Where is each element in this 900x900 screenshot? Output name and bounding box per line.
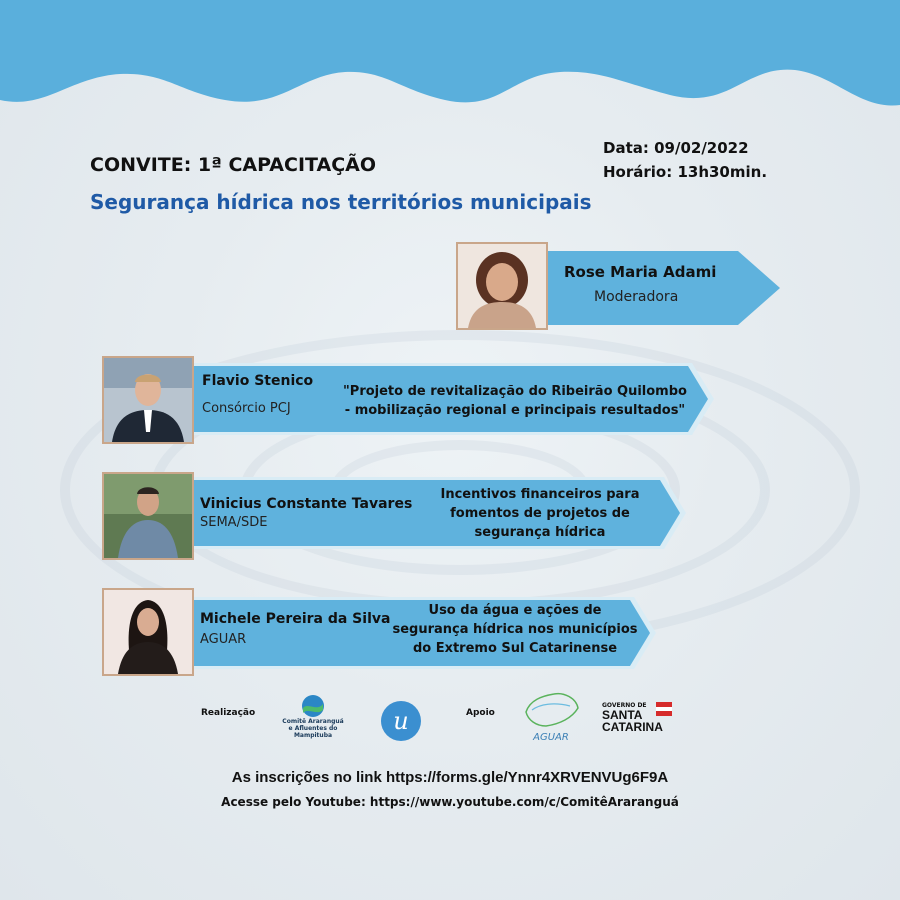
wave-banner — [0, 0, 900, 115]
moderator-photo — [456, 242, 548, 330]
registration-link[interactable]: As inscrições no link https://forms.gle/Ynnr4XRVENVUg6F9A — [231, 769, 669, 786]
moderator-arrow-shape — [544, 250, 784, 326]
speaker-name: Vinicius Constante Tavares — [200, 496, 413, 512]
aguar-logo — [520, 690, 582, 744]
event-datetime — [603, 136, 767, 184]
speaker-card — [190, 476, 688, 550]
talk-line: - mobilização regional e principais resultados" — [344, 403, 686, 418]
gov-line: SANTA — [602, 708, 643, 722]
flag-icon — [656, 702, 672, 716]
talk-line: segurança hídrica — [474, 525, 606, 540]
person-portrait-icon — [104, 590, 192, 674]
speaker-photo — [102, 588, 194, 676]
speaker-name: Flavio Stenico — [202, 373, 314, 389]
speaker-photo — [102, 472, 194, 560]
person-portrait-icon — [104, 474, 192, 558]
event-date: Data: 09/02/2022 — [603, 139, 749, 157]
speaker-name: Michele Pereira da Silva — [200, 611, 391, 627]
person-portrait-icon — [458, 244, 546, 328]
aguar-wordmark: AGUAR — [533, 732, 569, 743]
talk-line: segurança hídrica nos municípios — [392, 622, 638, 637]
page-title: CONVITE: 1ª CAPACITAÇÃO — [90, 154, 377, 176]
governo-sc-logo — [602, 702, 682, 738]
page-subtitle: Segurança hídrica nos territórios municipais — [90, 190, 592, 214]
talk-line: "Projeto de revitalização do Ribeirão Quilombo — [343, 384, 687, 399]
speaker-talk-title — [425, 485, 655, 542]
moderator-role: Moderadora — [594, 289, 679, 305]
speaker-talk-title — [340, 382, 690, 420]
speaker-card — [190, 596, 658, 670]
talk-line: do Extremo Sul Catarinense — [412, 641, 618, 656]
talk-line: Incentivos financeiros para — [440, 487, 640, 502]
comite-name-line: Comitê Araranguá — [282, 718, 344, 725]
person-portrait-icon — [104, 358, 192, 442]
realizacao-label: Realização — [201, 708, 256, 718]
moderator-name: Rose Maria Adami — [564, 263, 717, 281]
speaker-org: AGUAR — [200, 632, 247, 647]
apoio-label: Apoio — [466, 708, 495, 718]
speaker-org: Consórcio PCJ — [202, 401, 291, 416]
talk-line: Uso da água e ações de — [428, 603, 602, 618]
talk-line: fomentos de projetos de — [450, 506, 630, 521]
university-logo — [380, 700, 422, 742]
gov-line: GOVERNO DE — [602, 702, 647, 709]
comite-logo — [276, 694, 350, 744]
water-drop-logo-icon — [300, 694, 326, 718]
event-time: Horário: 13h30min. — [603, 163, 768, 181]
speaker-card — [190, 362, 716, 436]
gov-line: CATARINA — [602, 720, 663, 734]
map-outline-logo-icon — [520, 690, 582, 730]
u-circle-logo-icon — [380, 700, 422, 742]
svg-text:u: u — [393, 707, 409, 735]
moderator-card — [544, 250, 784, 326]
speaker-org: SEMA/SDE — [200, 515, 268, 530]
comite-name-line: Mampituba — [293, 732, 333, 739]
youtube-link[interactable]: Acesse pelo Youtube: https://www.youtube.com/c/ComitêAraranguá — [221, 795, 679, 809]
speaker-photo — [102, 356, 194, 444]
speaker-talk-title — [390, 601, 640, 658]
comite-name-line: e Afluentes do — [288, 725, 338, 732]
